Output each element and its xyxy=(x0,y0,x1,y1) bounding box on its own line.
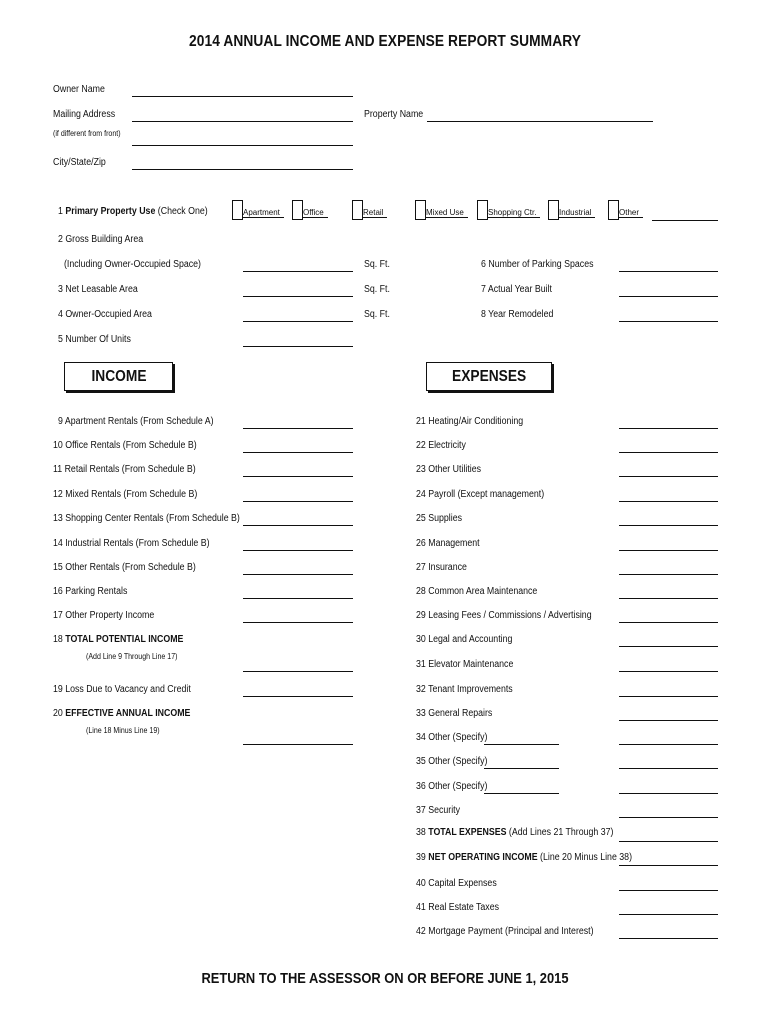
expense-line-29: 29 Leasing Fees / Commissions / Advertising xyxy=(416,610,592,621)
effective-income-text: EFFECTIVE ANNUAL INCOME xyxy=(65,708,191,719)
return-notice: RETURN TO THE ASSESSOR ON OR BEFORE JUNE 1, 2015 xyxy=(201,970,569,987)
mixed-use-option: Mixed Use xyxy=(426,208,468,218)
owner-name-label: Owner Name xyxy=(53,84,105,95)
gross-area-label: 2 Gross Building Area xyxy=(58,234,144,245)
total-expenses-field[interactable] xyxy=(619,841,718,842)
expense-line-30: 30 Legal and Accounting xyxy=(416,634,513,645)
expense-field-25[interactable] xyxy=(619,525,718,526)
sqft-label-2: Sq. Ft. xyxy=(364,284,390,295)
expense-line-34: 34 Other (Specify) xyxy=(416,732,488,743)
expense-field-41[interactable] xyxy=(619,914,718,915)
expense-line-28: 28 Common Area Maintenance xyxy=(416,586,538,597)
expense-line-35: 35 Other (Specify) xyxy=(416,756,488,767)
income-field-11[interactable] xyxy=(243,476,353,477)
net-leasable-field[interactable] xyxy=(243,296,353,297)
expense-field-40[interactable] xyxy=(619,890,718,891)
city-state-zip-label: City/State/Zip xyxy=(53,157,106,168)
other-use-field[interactable] xyxy=(652,220,718,221)
income-field-10[interactable] xyxy=(243,452,353,453)
other-specify-field-34[interactable] xyxy=(484,744,559,745)
shopping-ctr-checkbox[interactable] xyxy=(477,200,488,220)
owner-name-field[interactable] xyxy=(132,96,353,97)
total-potential-number: 18 xyxy=(53,634,63,645)
owner-occupied-label: 4 Owner-Occupied Area xyxy=(58,309,152,320)
year-remodeled-field[interactable] xyxy=(619,321,718,322)
expense-line-22: 22 Electricity xyxy=(416,440,466,451)
city-state-zip-field[interactable] xyxy=(132,169,353,170)
units-label: 5 Number Of Units xyxy=(58,334,131,345)
expense-line-37: 37 Security xyxy=(416,805,461,816)
mailing-address-field-2[interactable] xyxy=(132,145,353,146)
income-line-15: 15 Other Rentals (From Schedule B) xyxy=(53,562,196,573)
sqft-label-3: Sq. Ft. xyxy=(364,309,390,320)
expense-field-31[interactable] xyxy=(619,671,718,672)
income-line-10: 10 Office Rentals (From Schedule B) xyxy=(53,440,197,451)
expense-field-29[interactable] xyxy=(619,622,718,623)
year-built-label: 7 Actual Year Built xyxy=(481,284,552,295)
expense-field-23[interactable] xyxy=(619,476,718,477)
expense-line-32: 32 Tenant Improvements xyxy=(416,684,513,695)
mixed-use-checkbox[interactable] xyxy=(415,200,426,220)
retail-checkbox[interactable] xyxy=(352,200,363,220)
shopping-ctr-option: Shopping Ctr. xyxy=(488,208,540,218)
other-specify-field-35[interactable] xyxy=(484,768,559,769)
expense-field-33[interactable] xyxy=(619,720,718,721)
effective-income-field[interactable] xyxy=(243,744,353,745)
net-leasable-label: 3 Net Leasable Area xyxy=(58,284,138,295)
income-line-19: 19 Loss Due to Vacancy and Credit xyxy=(53,684,191,695)
net-operating-income-field[interactable] xyxy=(619,865,718,866)
parking-label: 6 Number of Parking Spaces xyxy=(481,259,594,270)
expense-field-28[interactable] xyxy=(619,598,718,599)
expense-line-41: 41 Real Estate Taxes xyxy=(416,902,500,913)
apartment-checkbox[interactable] xyxy=(232,200,243,220)
total-potential-note: (Add Line 9 Through Line 17) xyxy=(86,652,178,661)
office-option: Office xyxy=(303,208,328,218)
expense-field-32[interactable] xyxy=(619,696,718,697)
expense-field-36[interactable] xyxy=(619,793,718,794)
expense-line-21: 21 Heating/Air Conditioning xyxy=(416,416,524,427)
sqft-label-1: Sq. Ft. xyxy=(364,259,390,270)
income-field-19[interactable] xyxy=(243,696,353,697)
total-potential-text: TOTAL POTENTIAL INCOME xyxy=(65,634,184,645)
expense-field-21[interactable] xyxy=(619,428,718,429)
noi-number: 39 xyxy=(416,852,426,863)
income-line-16: 16 Parking Rentals xyxy=(53,586,128,597)
property-use-check-one: (Check One) xyxy=(157,206,208,217)
total-expenses-note: (Add Lines 21 Through 37) xyxy=(508,827,614,838)
expense-field-24[interactable] xyxy=(619,501,718,502)
effective-income-label xyxy=(53,708,190,719)
expense-line-42: 42 Mortgage Payment (Principal and Interest) xyxy=(416,926,594,937)
net-operating-income-label xyxy=(416,852,632,863)
income-line-14: 14 Industrial Rentals (From Schedule B) xyxy=(53,538,210,549)
effective-income-note: (Line 18 Minus Line 19) xyxy=(86,726,160,735)
parking-field[interactable] xyxy=(619,271,718,272)
income-header: INCOME xyxy=(64,362,173,391)
expense-field-22[interactable] xyxy=(619,452,718,453)
property-name-field[interactable] xyxy=(427,121,653,122)
total-potential-income-label xyxy=(53,634,183,645)
expense-line-33: 33 General Repairs xyxy=(416,708,493,719)
total-expenses-label xyxy=(416,827,613,838)
expense-line-23: 23 Other Utilities xyxy=(416,464,482,475)
income-field-17[interactable] xyxy=(243,622,353,623)
expense-line-26: 26 Management xyxy=(416,538,480,549)
property-name-label: Property Name xyxy=(364,109,424,120)
other-checkbox[interactable] xyxy=(608,200,619,220)
expenses-header: EXPENSES xyxy=(426,362,552,391)
industrial-option: Industrial xyxy=(559,208,595,218)
page-title: 2014 ANNUAL INCOME AND EXPENSE REPORT SUMMARY xyxy=(188,33,581,50)
retail-option: Retail xyxy=(363,208,387,218)
expense-field-37[interactable] xyxy=(619,817,718,818)
industrial-checkbox[interactable] xyxy=(548,200,559,220)
total-expenses-text: TOTAL EXPENSES xyxy=(428,827,507,838)
income-line-9: 9 Apartment Rentals (From Schedule A) xyxy=(58,416,214,427)
income-line-13: 13 Shopping Center Rentals (From Schedule B) xyxy=(53,513,240,524)
expense-field-34[interactable] xyxy=(619,744,718,745)
other-option: Other xyxy=(619,208,643,218)
year-remodeled-label: 8 Year Remodeled xyxy=(481,309,554,320)
units-field[interactable] xyxy=(243,346,353,347)
expense-line-25: 25 Supplies xyxy=(416,513,462,524)
income-field-16[interactable] xyxy=(243,598,353,599)
if-different-note: (if different from front) xyxy=(53,129,121,138)
income-field-12[interactable] xyxy=(243,501,353,502)
effective-income-number: 20 xyxy=(53,708,63,719)
expense-line-31: 31 Elevator Maintenance xyxy=(416,659,514,670)
income-line-11: 11 Retail Rentals (From Schedule B) xyxy=(53,464,196,475)
property-use-number: 1 xyxy=(58,206,63,217)
expense-field-35[interactable] xyxy=(619,768,718,769)
expense-field-27[interactable] xyxy=(619,574,718,575)
office-checkbox[interactable] xyxy=(292,200,303,220)
apartment-option: Apartment xyxy=(243,208,284,218)
noi-text: NET OPERATING INCOME xyxy=(428,852,538,863)
total-expenses-number: 38 xyxy=(416,827,426,838)
total-potential-field[interactable] xyxy=(243,671,353,672)
expense-field-42[interactable] xyxy=(619,938,718,939)
expense-line-40: 40 Capital Expenses xyxy=(416,878,497,889)
property-use-bold: Primary Property Use xyxy=(65,206,156,217)
mailing-address-label: Mailing Address xyxy=(53,109,116,120)
income-line-17: 17 Other Property Income xyxy=(53,610,155,621)
expense-line-27: 27 Insurance xyxy=(416,562,467,573)
mailing-address-field[interactable] xyxy=(132,121,353,122)
income-field-13[interactable] xyxy=(243,525,353,526)
other-specify-field-36[interactable] xyxy=(484,793,559,794)
income-field-15[interactable] xyxy=(243,574,353,575)
income-field-9[interactable] xyxy=(243,428,353,429)
gross-area-field[interactable] xyxy=(243,271,353,272)
owner-occupied-field[interactable] xyxy=(243,321,353,322)
noi-note: (Line 20 Minus Line 38) xyxy=(540,852,633,863)
expense-line-36: 36 Other (Specify) xyxy=(416,781,488,792)
expense-field-30[interactable] xyxy=(619,646,718,647)
year-built-field[interactable] xyxy=(619,296,718,297)
income-field-14[interactable] xyxy=(243,550,353,551)
expense-field-26[interactable] xyxy=(619,550,718,551)
expense-line-24: 24 Payroll (Except management) xyxy=(416,489,545,500)
including-owner-label: (Including Owner-Occupied Space) xyxy=(64,259,201,270)
property-use-label xyxy=(58,206,208,217)
income-line-12: 12 Mixed Rentals (From Schedule B) xyxy=(53,489,198,500)
